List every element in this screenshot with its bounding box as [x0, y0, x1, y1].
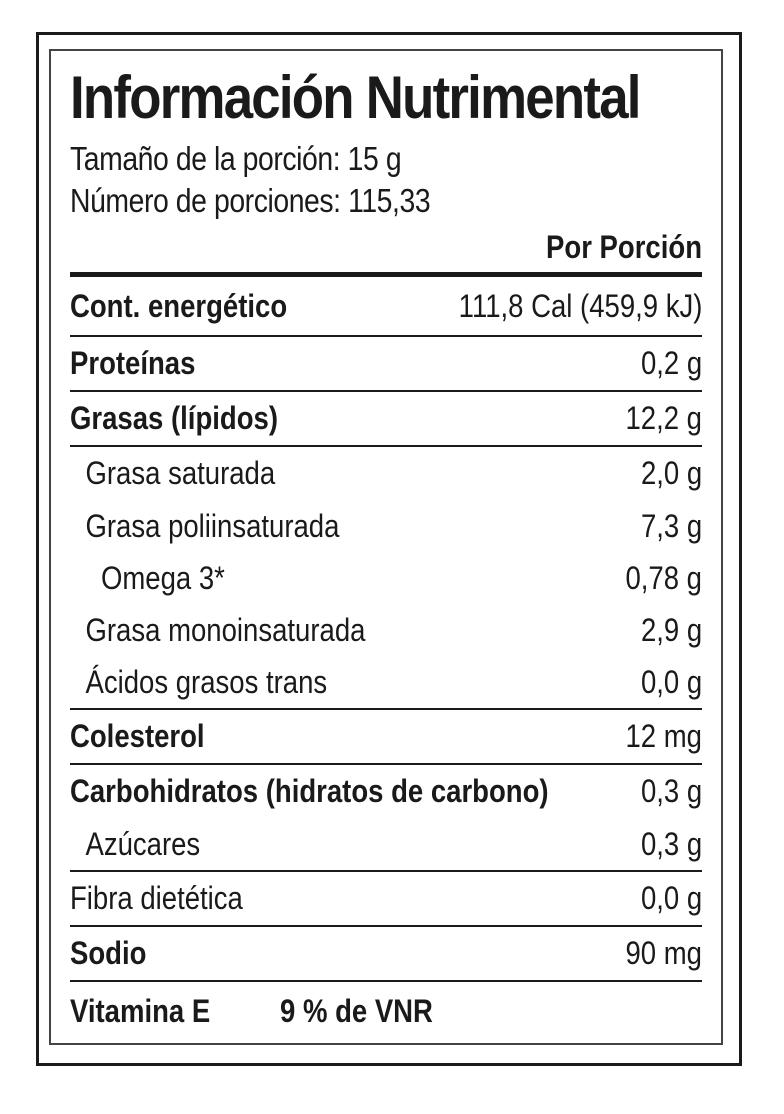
- nutrient-value: 0,78 g: [625, 559, 702, 596]
- nutrient-row-polyunsaturated-fat: [70, 500, 702, 552]
- nutrient-value: 12,2 g: [625, 400, 702, 436]
- nutrient-value: 90 mg: [625, 935, 702, 971]
- nutrient-name: Omega 3*: [100, 559, 225, 596]
- nutrient-value: 0,0 g: [640, 880, 702, 916]
- nutrition-label: [70, 58, 702, 1040]
- nutrient-row-omega3: [70, 552, 702, 604]
- nutrient-name: Colesterol: [70, 718, 205, 754]
- vitamin-row: [70, 980, 702, 1040]
- nutrient-row-fat: [70, 390, 702, 445]
- nutrient-value: 0,3 g: [640, 825, 702, 862]
- nutrient-name: Cont. energético: [70, 287, 288, 324]
- nutrient-name: Sodio: [70, 935, 147, 971]
- nutrient-row-carbohydrates: [70, 763, 702, 818]
- nutrient-name: Azúcares: [85, 825, 201, 862]
- nutrient-row-protein: [70, 335, 702, 390]
- nutrient-row-energy: [70, 277, 702, 335]
- label-title: Información Nutrimental: [70, 64, 640, 131]
- nutrient-name: Fibra dietética: [70, 880, 243, 916]
- nutrient-name: Grasa poliinsaturada: [85, 507, 340, 544]
- nutrient-name: Grasas (lípidos): [70, 400, 278, 436]
- nutrient-value: 111,8 Cal (459,9 kJ): [458, 287, 702, 324]
- nutrient-row-trans-fat: [70, 656, 702, 708]
- nutrient-row-monounsaturated-fat: [70, 604, 702, 656]
- per-portion-header: Por Porción: [546, 229, 702, 265]
- nutrient-value: 2,9 g: [640, 611, 702, 648]
- nutrient-name: Grasa monoinsaturada: [85, 611, 366, 648]
- servings-count: Número de porciones: 115,33: [70, 182, 431, 219]
- nutrient-value: 0,0 g: [640, 663, 702, 700]
- nutrient-row-sugars: [70, 818, 702, 870]
- nutrient-name: Proteínas: [70, 345, 196, 381]
- nutrient-value: 2,0 g: [640, 455, 702, 491]
- nutrient-name: Carbohidratos (hidratos de carbono): [70, 773, 549, 809]
- nutrient-value: 0,2 g: [640, 345, 702, 381]
- nutrient-value: 12 mg: [625, 718, 702, 754]
- nutrient-name: Grasa saturada: [85, 455, 276, 491]
- serving-size: Tamaño de la porción: 15 g: [70, 140, 402, 177]
- vitamin-value: 9 % de VNR: [280, 992, 433, 1029]
- nutrient-row-cholesterol: [70, 708, 702, 763]
- vitamin-name: Vitamina E: [70, 992, 211, 1029]
- nutrient-value: 0,3 g: [640, 773, 702, 809]
- nutrient-value: 7,3 g: [640, 507, 702, 544]
- nutrient-row-fiber: [70, 870, 702, 925]
- nutrient-row-saturated-fat: [70, 445, 702, 500]
- nutrient-row-sodium: [70, 925, 702, 980]
- nutrient-name: Ácidos grasos trans: [85, 663, 328, 700]
